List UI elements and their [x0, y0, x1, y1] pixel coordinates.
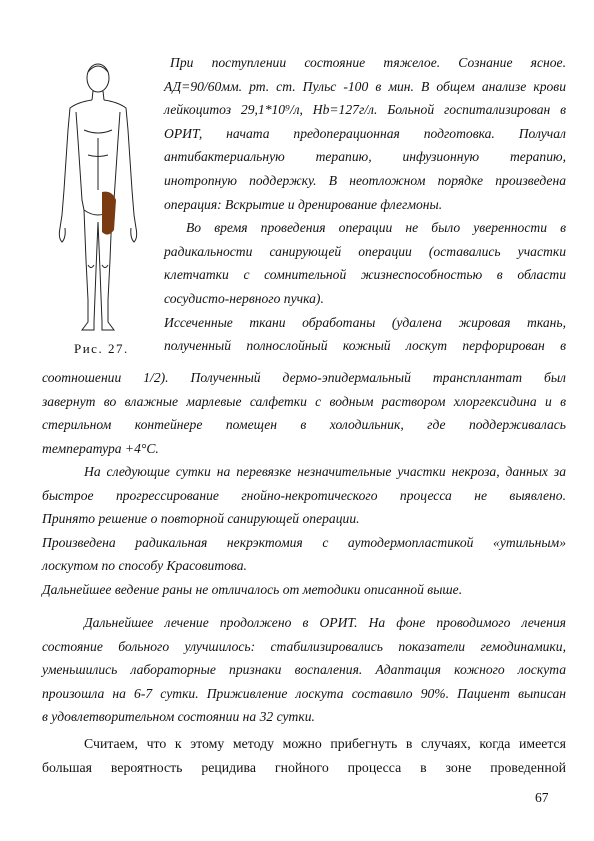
text-line: уменьшились лабораторные признаки воспаления. Адаптация кожного лоскута — [42, 662, 566, 678]
text-line: клетчатки с сомнительной жизнеспособностью в области — [164, 267, 566, 283]
text-line: Дальнейшее лечение продолжено в ОРИТ. На фоне проводимого лечения — [84, 615, 566, 630]
text-line: Во время проведения операции не было уверенности в — [186, 220, 566, 236]
text-line: быстрое прогрессирование гнойно-некротического процесса не выявлено. — [42, 487, 566, 503]
text-line: произошла на 6-7 сутки. Приживление лоскута составило 90%. Пациент выписан — [42, 685, 566, 701]
text-line: АД=90/60мм. рт. ст. Пульс -100 в мин. В общем анализе крови — [164, 78, 566, 94]
text-line: сосудисто-нервного пучка). — [164, 290, 324, 306]
text-line: При поступлении состояние тяжелое. Сознание ясное. — [170, 55, 566, 70]
paragraph-outcome — [42, 611, 566, 729]
text-line: радикальности санирующей операции (оставались участки — [164, 243, 566, 259]
text-line: полученный полнослойный кожный лоскут перфорирован в — [164, 338, 566, 354]
human-body-figure — [48, 60, 148, 340]
text-line: Иссеченные ткани обработаны (удалена жировая ткань, — [164, 314, 566, 330]
text-line: Принято решение о повторной санирующей операции. — [42, 511, 360, 527]
affected-area-highlight — [102, 192, 116, 235]
text-line: большая вероятность рецидива гнойного процесса в зоне проведенной — [42, 759, 566, 775]
text-line: лоскутом по способу Красовитова. — [42, 558, 247, 574]
paragraph-next-day — [42, 460, 566, 602]
text-line: ОРИТ, начата предоперационная подготовка. Получал — [164, 125, 566, 141]
text-line: состояние больного улучшилось: стабилизировались показатели гемодинамики, — [42, 638, 566, 654]
paragraph-graft — [42, 366, 566, 460]
text-line: в удовлетворительном состоянии на 32 сутки. — [42, 709, 315, 725]
text-line: Произведена радикальная некрэктомия с аутодермопластикой «утильным» — [42, 534, 566, 550]
text-line: Считаем, что к этому методу можно прибегнуть в случаях, когда имеется — [84, 736, 566, 751]
page-number: 67 — [535, 790, 549, 805]
text-line: На следующие сутки на перевязке незначительные участки некроза, данных за — [84, 464, 566, 479]
text-line: стерильном контейнере помещен в холодильник, где поддерживалась — [42, 417, 566, 433]
figure-caption: Рис. 27. — [74, 341, 129, 356]
text-line: инотропную поддержку. В неотложном порядке произведена — [164, 172, 566, 188]
text-line: завернут во влажные марлевые салфетки с водным раствором хлоргексидина и в — [42, 393, 566, 409]
text-line: Дальнейшее ведение раны не отличалось от методики описанной выше. — [42, 581, 463, 597]
text-line: лейкоцитоз 29,1*10⁹/л, Hb=127г/л. Больной госпитализирован в — [164, 102, 566, 118]
paragraph-admission — [164, 51, 566, 358]
text-line: температура +4°С. — [42, 440, 159, 456]
text-line: антибактериальную терапию, инфузионную терапию, — [164, 149, 566, 165]
text-line: соотношении 1/2). Полученный дермо-эпидермальный трансплантат был — [42, 370, 566, 385]
paragraph-conclusion — [42, 732, 566, 779]
text-line: операция: Вскрытие и дренирование флегмоны. — [164, 196, 443, 212]
